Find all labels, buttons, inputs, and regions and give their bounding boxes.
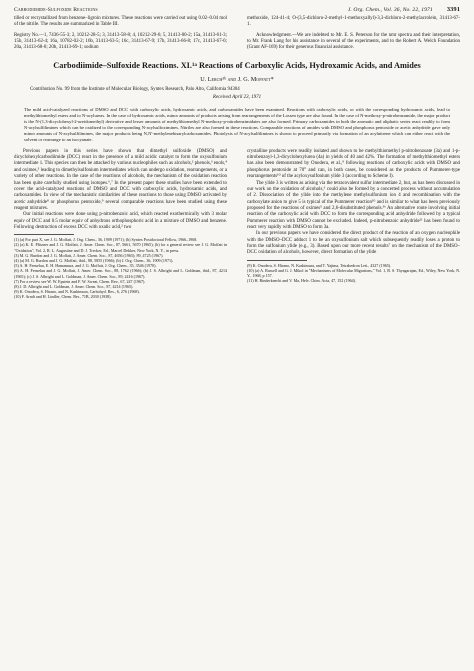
registry-numbers: Registry No.—1, 7436-55-3; 2, 10212-28-5; 3, 31413-58-8; 4, 10212-29-6; 5, 31413-00-2; 15a, 31413-61-3; 15b, 31413-62-4; 16a, 10782-02-2; 16b, 31413-63-5; 16c, 31413-67-9; 17b, 31413-66-8; 17c, 31413-67-0; 20a, 31413-68-0; 20b, 31413-69-1; sodium [14,32,227,51]
footnote-rule [14,234,74,235]
footnote: (10) F. Arndt and H. Lindler, Chem. Ber., 71B, 2030 (1938). [14,294,112,300]
page-number: 3391 [446,6,460,13]
running-header [14,6,460,16]
article-title: Carbodiimide–Sulfoxide Reactions. XI.¹ᵃ Reactions of Carboxylic Acids, Hydroxamic Acids, and Amides [53,60,421,70]
article-header [14,61,460,100]
body-paragraph: crystalline products were readily isolated and shown to be methylthiomethyl p-nitrobenzoate (3a) and 1-p-nitrobenzoyl-1,3-dicyclohexylurea (4a) in yields of 40 and 42%. The formation of methylthiomethyl esters has also been demonstrated by Onodera, et al.,⁹ following reactions of carboxylic acids with DMSO and phosphorus pentoxide at 70° and can, in both cases, be considered as the products of Pummerer-type rearrangements¹⁰ of the acyloxysulfonium ylide 3 (according to Scheme I). [247,148,460,180]
footnote: (9) K. Onodera, S. Hirano, N. Kashimura, and T. Yajima, Tetrahedron Lett., 4327 (1965). [247,262,392,268]
top-left-column [14,16,227,52]
footnotes-right [247,263,460,284]
footnotes-left [14,237,227,299]
footnote: (11) H. Rinderknecht and V. Ma, Helv. Chim. Acta, 47, 152 (1964). [247,278,357,284]
contribution-line: Contribution No. 99 from the Institute of Molecular Biology, Syntex Research, Palo Alto, California 94304 [30,86,240,92]
footnote: (3) M. G. Burdon and J. G. Moffatt, J. Amer. Chem. Soc., 87, 4656 (1965); 89, 4725 (1967). [14,252,164,258]
journal-page [14,6,460,666]
top-right-column [247,16,460,52]
body-paragraph: Our initial reactions were done using p-nitrobenzoic acid, which reacted exothermically with 3 molar equiv of DCC and 0.5 molar equiv of anhydrous orthophosphoric acid in a mixture of DMSO and benzene. Following destruction of excess DCC with oxalic acid,² two [14,212,227,230]
experimental-tail: tilled or recrystallized from benzene–ligroin mixtures. These reactions were carried out using 0.02–0.04 mol of the nitrile. The results are summarized in Table III. [14,16,227,28]
body-paragraph: In our previous papers we have considered the direct product of the reaction of an oxygen nucleophile with the DMSO–DCC adduct 1 to be an oxysulfonium salt which subsequently readily loses a proton to form the sulfonium ylide (e.g., 3). Based upon our more recent results⁷ on the mechanism of the DMSO–DCC oxidation of alcohols, however, direct formation of the ylide [247,231,460,256]
top-columns [14,16,460,52]
footnote: (9) K. Onodera, S. Hirano, and N. Kashimura, Carbohyd. Res., 6, 276 (1968). [14,289,140,295]
body-paragraph: Previous papers in this series have shown that dimethyl sulfoxide (DMSO) and dicyclohexylcarbodiimide (DCC) react in the presence of a mild acidic catalyst to form the oxysulfonium intermediate 1. This species can then be attacked by various nucleophiles such as alcohols,² phenols,³ enols,⁴ and oximes,⁵ leading to dimethylsulfonium intermediates which can undergo oxidation, rearrangements, or a variety of other reactions. In the case of the reactions of alcohols, the mechanism of the oxidation reaction has been quite carefully studied using isotopes.⁶,⁷ In the present paper these studies have been extended to cover the acid-catalyzed reactions of DMSO and DCC with carboxylic acids, hydroxamic acids, and carboxamides. In view of the mechanistic similarities of these reactions to those using DMSO activated by acetic anhydride⁸ or phosphorus pentoxide,⁹ several comparable reactions have been studied using these reagent mixtures. [14,148,227,211]
body-right-column [247,149,460,300]
article-authors: U. Lerch¹ᵇ and J. G. Moffatt* [200,75,274,83]
running-header-journal: J. Org. Chem., Vol. 36, No. 22, 1971 3391 [347,6,460,13]
body-left-column [14,149,227,300]
footnote: (1) (a) For part X, see J. G. Moffatt, J. Org. Chem., 36, 1909 (1971); (b) Syntex Postdoctoral Fellow, 1966–1968. [14,237,198,243]
body-columns [14,149,460,300]
abstract: The mild acid-catalyzed reactions of DMSO and DCC with carboxylic acids, hydroxamic acids, and carboxamides have been examined. Reactions with carboxylic acids, or with the corresponding hydroxamic acids, lead to methylthiomethyl esters and to N-acylureas. In the case of hydroxamic acids, minor amounts of products arising from rearrangements of the Lossen type are also found. In the case of N-methoxy-p-nitrobenzamide, the major product is the N-(1,3-dicyclohexyl-2-ureidomethyl) derivative and lesser amounts of methylthiomethyl N-methoxy-p-nitrobenzimidates are also formed. Primary carboxamides in both the aromatic and aliphatic series react readily to form N-acylsulfilimines which can be oxidized to the corresponding N-acylsulfoximines. Nitriles are also formed in these reactions. Comparable reactions of amides with DMSO and phosphorus pentoxide or acetic anhydride gave only minor amounts of N-acylsulfilimines, the major products being N,N'-methylenebisarylcarboxamides. Photolysis of N-acylsulfilimines is shown to proceed primarily via formation of an acylnitrene which can either react with the solvent or rearrange to an isocyanate. [24,107,450,142]
running-header-section: Carbodiimide-Sulfoxide Reactions [14,7,98,13]
footnote: (4) (a) M. G. Burdon and J. G. Moffatt, ibid., 88, 5855 (1966); (b) J. Org. Chem., 36, 1909 (1971). [14,258,174,264]
body-paragraph: The ylide 3 is written as arising via the tetracovalent sulfur intermediate 2, but, as has been discussed in our work on the oxidation of alcohols,⁶ could also be formed by a concerted process without accumulation of 2. Dissociation of the ylide into the methylene methylsulfonium ion 4 and recombination with the carboxylate anion to give 5 is typical of the Pummerer reaction¹⁰ and is similar to what has been previously proposed for the reactions of oximes⁵ and 2,6-disubstituted phenols.³ᵇ An alternative route involving initial reaction of the carboxylic acid with DCC to form the corresponding acid anhydride followed by a typical Pummerer reaction with DMSO cannot be excluded. Indeed, p-nitrobenzoic anhydride¹¹ has been found to react very rapidly with DMSO to form 3a. [247,180,460,230]
registry-continued: methoxide, 124-41-4; O-(3,5-dichloro-2-methyl-1-methoxyallyl)-3,3-dichloro-2-methylacrolein, 31413-67-1. [247,16,460,28]
footnote: (6) A. H. Fenselau and J. G. Moffatt, J. Amer. Chem. Soc., 88, 1762 (1966); (b) J. S. Albright and L. Goldman, ibid., 87, 4214 (1965); (c) J. S. Albright and L. Goldman, J. Amer. Chem. Soc., 89, 2416 (1967). [14,268,227,279]
acknowledgment: Acknowledgment.—We are indebted to Mr. E. S. Peterson for the nmr spectra and their interpretation, to Mr. Frank Lang for his assistance in several of the experiments, and to the Robert A. Welch Foundation (Grant AF-169) for their generous financial assistance. [247,32,460,51]
footnote: (7) For a review see W. W. Epstein and F. W. Sweat, Chem. Rev., 67, 247 (1967). [14,278,146,284]
footnote: (10) (a) A. Russell and G. J. Mikol in "Mechanisms of Molecular Migrations," Vol. 1, B. S. Thyagarajan, Ed., Wiley, New York, N. Y., 1968, p 157. [247,267,460,279]
received-date: Received April 23, 1971 [212,95,262,101]
footnote: (2) (a) K. E. Pfitzner and J. G. Moffatt, J. Amer. Chem. Soc., 87, 5661, 5670 (1965); (b) for a general review see J. G. Moffatt in "Oxidation", Vol. 2, R. L. Augustine and D. J. Trecker, Ed., Marcel Dekker, New York, N. Y., in press. [14,242,227,253]
footnote: (8) J. D. Albright and L. Goldman, J. Amer. Chem. Soc., 87, 4214 (1965). [14,284,134,290]
footnote: (5) A. H. Fenselau, E. H. Hamamura, and J. G. Moffatt, J. Org. Chem., 35, 3546 (1970). [14,263,157,269]
footnote-rule [247,260,307,261]
